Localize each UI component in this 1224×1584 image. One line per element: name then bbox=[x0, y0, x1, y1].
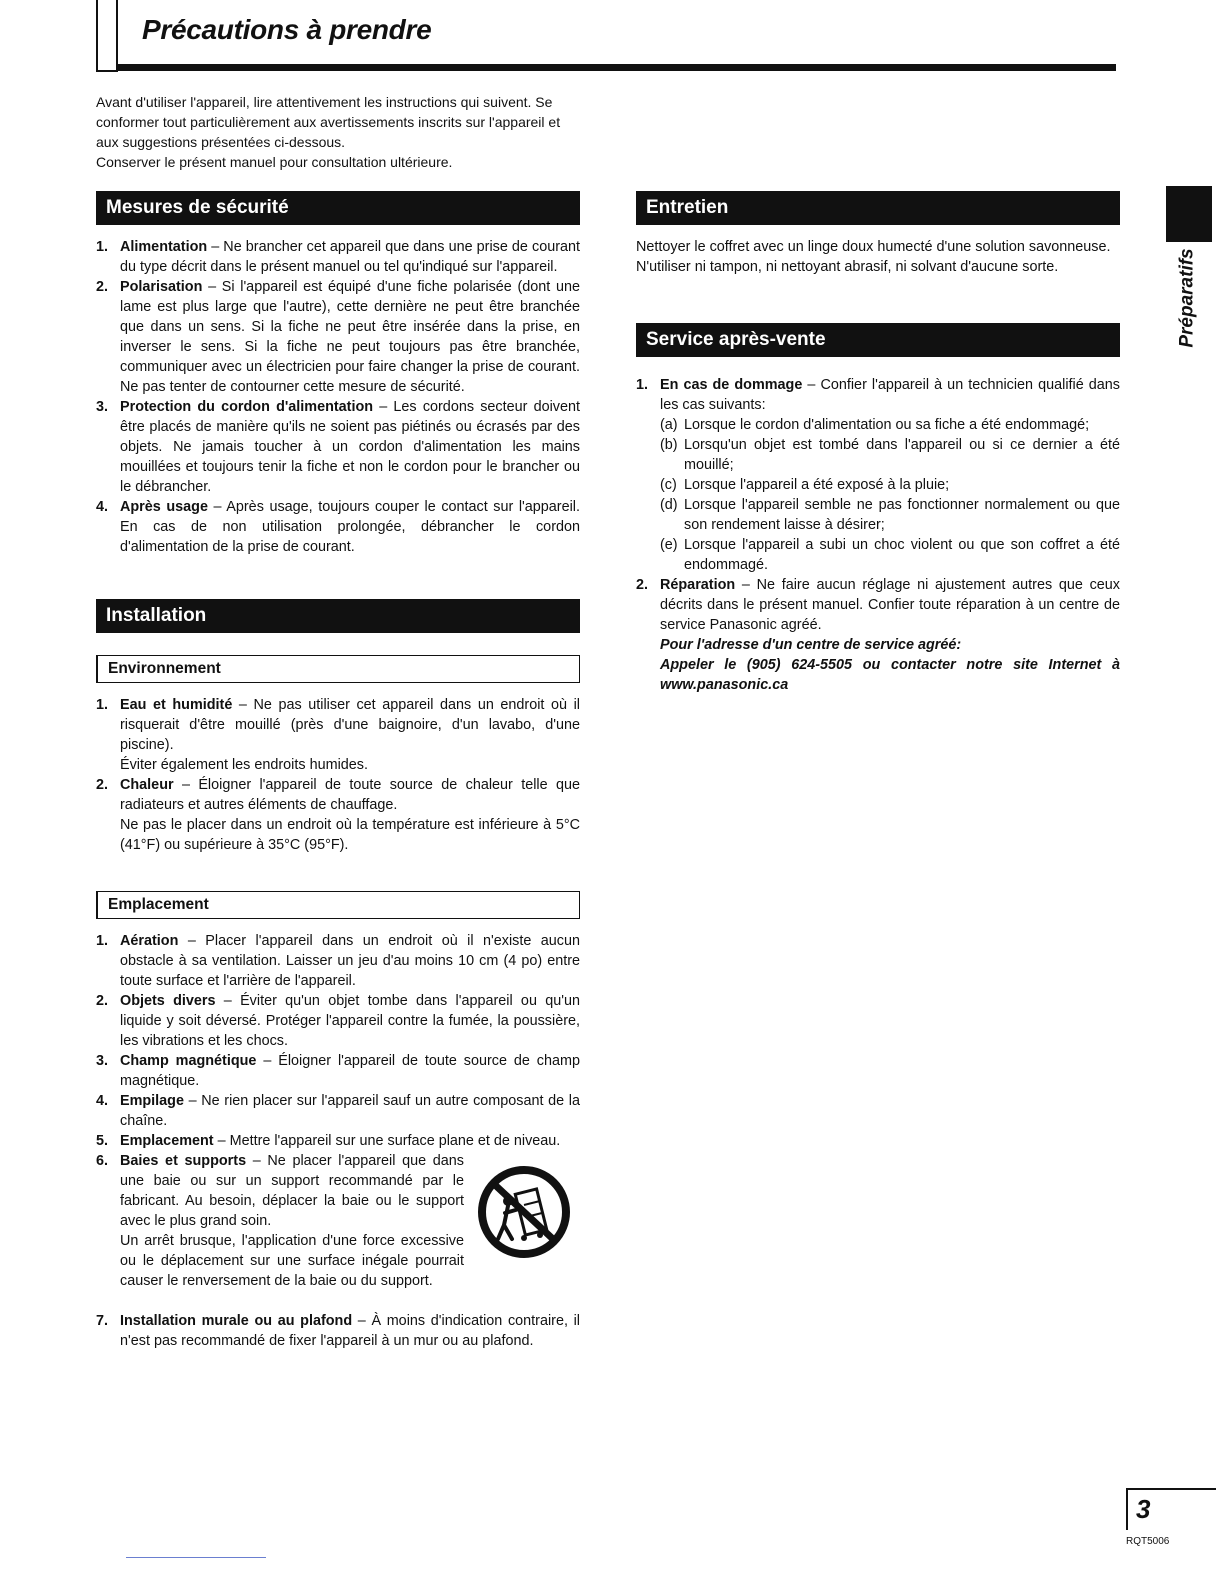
sub-item-letter: (a) bbox=[660, 417, 678, 433]
item-text: – Ne faire aucun réglage ni ajustement autres que ceux décrits dans le présent manuel. Confier toute réparation à un centre de service Panasonic agréé. bbox=[660, 577, 1120, 633]
section-heading-installation: Installation bbox=[96, 599, 580, 633]
sub-item-text: Lorsque le cordon d'alimentation ou sa fiche a été endommagé; bbox=[684, 417, 1090, 433]
item-term: En cas de dommage bbox=[660, 377, 803, 393]
page-number: 3 bbox=[1136, 1494, 1151, 1524]
item-number: 3. bbox=[96, 399, 109, 415]
list-item bbox=[96, 775, 580, 855]
item-term: Baies et supports bbox=[120, 1153, 247, 1169]
item-number: 7. bbox=[96, 1313, 109, 1329]
sub-item-text: Lorsque l'appareil a subi un choc violent ou que son coffret a été endommagé. bbox=[684, 537, 1120, 573]
list-item bbox=[96, 277, 580, 397]
item-text: – Éviter qu'un objet tombe dans l'appareil ou qu'un liquide y soit déversé. Protéger l'appareil contre la fumée, la poussière, les vibrations et les chocs. bbox=[120, 993, 580, 1049]
sub-item-letter: (d) bbox=[660, 497, 678, 513]
maintenance-paragraph: N'utiliser ni tampon, ni nettoyant abrasif, ni solvant d'aucune sorte. bbox=[636, 259, 1059, 275]
subheading-environment: Environnement bbox=[96, 655, 580, 683]
item-text: – Placer l'appareil dans un endroit où il n'existe aucun obstacle à sa ventilation. Laisser un jeu d'au moins 10 cm (4 po) entre toute surface et l'arrière de l'appareil. bbox=[120, 933, 580, 989]
sub-list-item bbox=[660, 495, 1120, 535]
item-number: 2. bbox=[96, 777, 109, 793]
item-term: Aération bbox=[120, 933, 179, 949]
sub-item-letter: (e) bbox=[660, 537, 678, 553]
sub-list-item bbox=[660, 535, 1120, 575]
section-heading-maintenance: Entretien bbox=[636, 191, 1120, 225]
list-item bbox=[96, 1091, 580, 1131]
item-text: – Après usage, toujours couper le contact sur l'appareil. En cas de non utilisation prolongée, débrancher le cordon d'alimentation de la prise de courant. bbox=[120, 499, 580, 555]
item-number: 6. bbox=[96, 1153, 109, 1169]
list-item bbox=[96, 1311, 580, 1351]
list-item bbox=[636, 575, 1120, 695]
item-number: 1. bbox=[96, 697, 109, 713]
section-heading-safety: Mesures de sécurité bbox=[96, 191, 580, 225]
subheading-placement: Emplacement bbox=[96, 891, 580, 919]
side-tab-label-text: Préparatifs bbox=[1177, 248, 1198, 348]
list-item bbox=[96, 1151, 580, 1291]
item-extra-text: Éviter également les endroits humides. bbox=[120, 757, 368, 773]
list-item bbox=[96, 1051, 580, 1091]
item-number: 2. bbox=[96, 993, 109, 1009]
list-item bbox=[96, 497, 580, 557]
footer-line bbox=[126, 1557, 266, 1558]
intro-paragraph: Conserver le présent manuel pour consultation ultérieure. bbox=[96, 154, 453, 170]
page-title: Précautions à prendre bbox=[142, 14, 432, 45]
item-term: Eau et humidité bbox=[120, 697, 233, 713]
maintenance-paragraph: Nettoyer le coffret avec un linge doux humecté d'une solution savonneuse. bbox=[636, 239, 1111, 255]
item-text: – Ne pas utiliser cet appareil dans un endroit où il risquerait d'être mouillé (près d'une baignoire, d'un lavabo, d'une piscine). bbox=[120, 697, 580, 753]
list-item bbox=[636, 375, 1120, 575]
title-frame bbox=[96, 0, 118, 72]
item-term: Après usage bbox=[120, 499, 208, 515]
item-text: – Confier l'appareil à un technicien qualifié dans les cas suivants: bbox=[660, 377, 1120, 413]
sub-item-letter: (c) bbox=[660, 477, 677, 493]
right-column bbox=[636, 191, 1120, 695]
item-text: – Mettre l'appareil sur une surface plane et de niveau. bbox=[213, 1133, 561, 1149]
document-code: RQT5006 bbox=[1126, 1536, 1170, 1547]
intro-text bbox=[96, 92, 582, 172]
left-column bbox=[96, 191, 580, 1351]
title-rule bbox=[118, 64, 1116, 71]
damage-cases-list bbox=[660, 415, 1120, 575]
side-tab-marker bbox=[1166, 186, 1212, 242]
sub-list-item bbox=[660, 435, 1120, 475]
item-number: 5. bbox=[96, 1133, 109, 1149]
placement-list bbox=[96, 931, 580, 1351]
list-item bbox=[96, 397, 580, 497]
side-tab-label bbox=[1150, 248, 1224, 348]
item-number: 4. bbox=[96, 1093, 109, 1109]
item-number: 2. bbox=[96, 279, 109, 295]
list-item bbox=[96, 931, 580, 991]
item-text: – Ne rien placer sur l'appareil sauf un autre composant de la chaîne. bbox=[120, 1093, 580, 1129]
list-item bbox=[96, 695, 580, 775]
item-number: 1. bbox=[96, 239, 109, 255]
list-item bbox=[96, 991, 580, 1051]
item-text: – Ne placer l'appareil que dans une baie ou sur un support recommandé par le fabricant. Au besoin, déplacer la baie ou le support avec le plus grand soin. bbox=[120, 1153, 464, 1229]
item-text: – Éloigner l'appareil de toute source de chaleur telle que radiateurs et autres éléments de chauffage. bbox=[120, 777, 580, 813]
item-term: Emplacement bbox=[120, 1133, 214, 1149]
item-text: – Éloigner l'appareil de toute source de champ magnétique. bbox=[120, 1053, 581, 1089]
sub-item-text: Lorsque l'appareil semble ne pas fonctionner normalement ou que son rendement laisse à désirer; bbox=[684, 497, 1120, 533]
list-item bbox=[96, 237, 580, 277]
section-heading-service: Service après-vente bbox=[636, 323, 1120, 357]
item-text: – Si l'appareil est équipé d'une fiche polarisée (dont une lame est plus large que l'autre), cette dernière ne peut être branchée que dans un sens. Si la fiche ne peut être insérée dans la prise, en inverser le sens. Si la fiche ne peut toujours pas être branchée, communiquer avec un électricien pour faire changer la prise de courant. Ne pas tenter de contourner cette mesure de sécurité. bbox=[120, 279, 580, 395]
sub-item-text: Lorsqu'un objet est tombé dans l'appareil ou si ce dernier a été mouillé; bbox=[684, 437, 1120, 473]
item-number: 3. bbox=[96, 1053, 109, 1069]
item-term: Empilage bbox=[120, 1093, 184, 1109]
list-item bbox=[96, 1131, 580, 1151]
sub-list-item bbox=[660, 415, 1120, 435]
item-term: Chaleur bbox=[120, 777, 174, 793]
sub-item-letter: (b) bbox=[660, 437, 678, 453]
item-term: Installation murale ou au plafond bbox=[120, 1313, 353, 1329]
sub-list-item bbox=[660, 475, 1120, 495]
item-term: Objets divers bbox=[120, 993, 216, 1009]
item-term: Alimentation bbox=[120, 239, 208, 255]
intro-paragraph: Avant d'utiliser l'appareil, lire attentivement les instructions qui suivent. Se conformer tout particulièrement aux avertissements inscrits sur l'appareil et aux suggestions présentées ci-dessous. bbox=[96, 94, 561, 150]
item-extra-text: Un arrêt brusque, l'application d'une force excessive ou le déplacement sur une surface inégale pourrait causer le renversement de la baie ou du support. bbox=[120, 1233, 464, 1289]
service-list bbox=[636, 375, 1120, 695]
item-term: Réparation bbox=[660, 577, 736, 593]
item-text: – À moins d'indication contraire, il n'est pas recommandé de fixer l'appareil à un mur ou au plafond. bbox=[120, 1313, 580, 1349]
item-term: Protection du cordon d'alimentation bbox=[120, 399, 374, 415]
item-text: – Ne brancher cet appareil que dans une prise de courant du type décrit dans le présent manuel ou tel qu'indiqué sur l'appareil. bbox=[120, 239, 580, 275]
item-number: 2. bbox=[636, 577, 649, 593]
environment-list bbox=[96, 695, 580, 855]
service-contact-note: Appeler le (905) 624-5505 ou contacter notre site Internet à www.panasonic.ca bbox=[660, 657, 1120, 693]
item-number: 1. bbox=[636, 377, 649, 393]
item-number: 4. bbox=[96, 499, 109, 515]
service-note: Pour l'adresse d'un centre de service agréé: bbox=[660, 637, 962, 653]
cart-tipover-warning-icon bbox=[474, 1165, 574, 1259]
item-number: 1. bbox=[96, 933, 109, 949]
item-extra-text: Ne pas le placer dans un endroit où la température est inférieure à 5°C (41°F) ou supérieure à 35°C (95°F). bbox=[120, 817, 580, 853]
sub-item-text: Lorsque l'appareil a été exposé à la pluie; bbox=[684, 477, 950, 493]
item-text: – Les cordons secteur doivent être placés de manière qu'ils ne soient pas piétinés ou écrasés par des objets. Ne jamais toucher à un cordon d'alimentation les mains mouillées et toujours tenir la fiche et non le cordon pour le brancher ou le débrancher. bbox=[120, 399, 580, 495]
safety-list bbox=[96, 237, 580, 557]
item-term: Champ magnétique bbox=[120, 1053, 257, 1069]
item-term: Polarisation bbox=[120, 279, 203, 295]
